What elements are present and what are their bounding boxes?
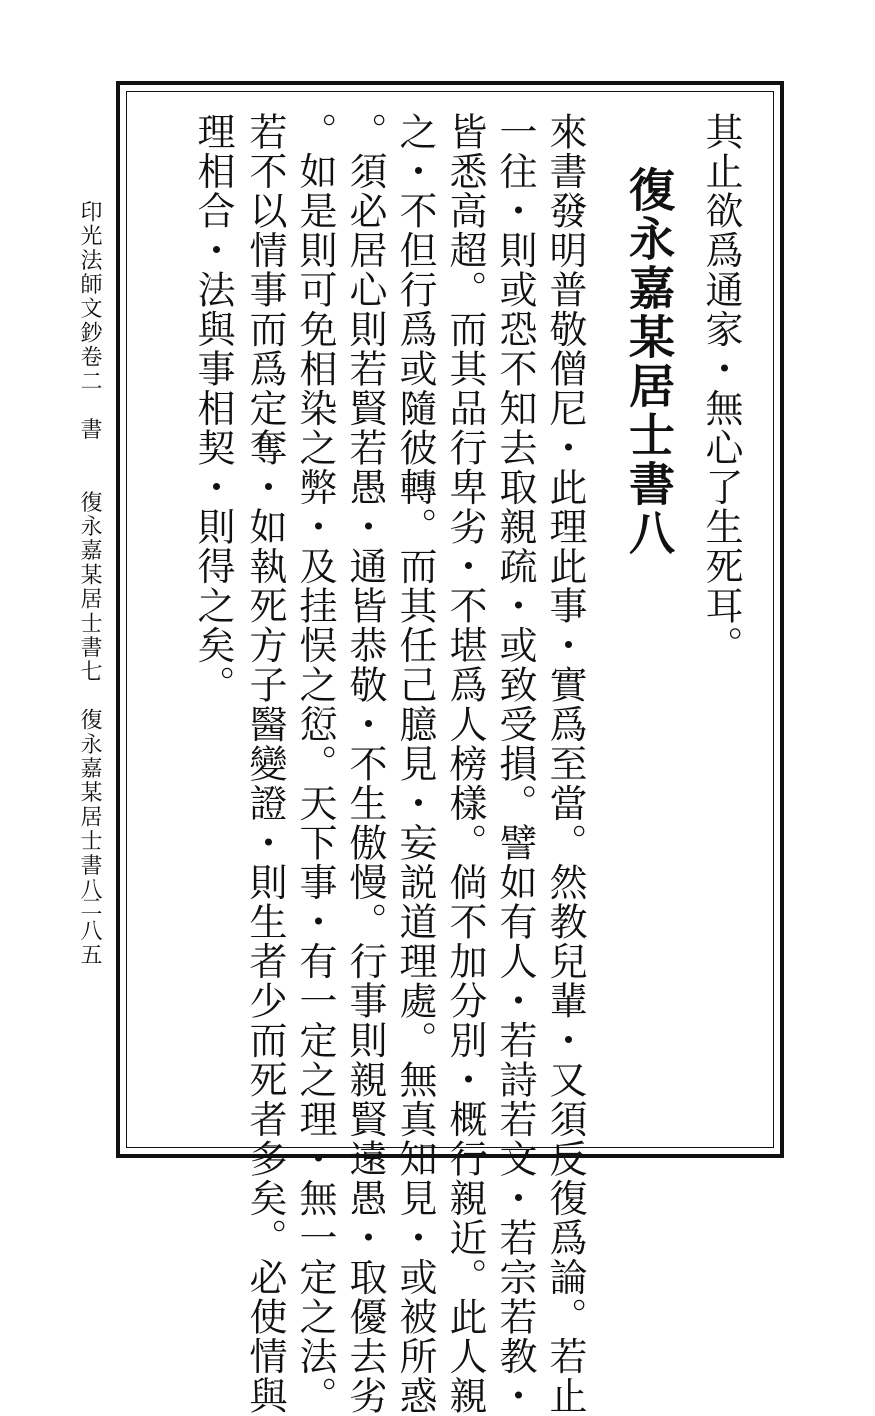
page-number: 二八五 xyxy=(77,895,102,967)
text-column: 一往・則或恐不知去取親疏・或致受損。譬如有人・若詩若文・若宗若教・ xyxy=(493,112,537,1416)
text-column: 。如是則可免相染之弊・及挂悮之愆。天下事・有一定之理・無一定之法。 xyxy=(293,112,337,1416)
text-column: 理相合・法與事相契・則得之矣。 xyxy=(191,112,235,705)
text-column: 。須必居心則若賢若愚・通皆恭敬・不生傲慢。行事則親賢遠愚・取優去劣 xyxy=(343,112,387,1416)
text-column: 皆悉高超。而其品行卑劣・不堪爲人榜樣。倘不加分別・概行親近。此人親 xyxy=(443,112,487,1416)
previous-letter-ending: 其止欲爲通家・無心了生死耳。 xyxy=(699,112,743,665)
text-column: 若不以情事而爲定奪・如執死方子醫變證・則生者少而死者多矣。必使情與 xyxy=(243,112,287,1416)
text-column: 之・不但行爲或隨彼轉。而其任己臆見・妄説道理處。無真知見・或被所惑 xyxy=(393,112,437,1416)
text-column: 來書發明普敬僧尼・此理此事・實爲至當。然教兒輩・又須反復爲論。若止 xyxy=(543,112,587,1416)
letter-title: 復永嘉某居士書八 xyxy=(622,166,676,558)
running-title: 印光法師文鈔卷二 書 復永嘉某居士書七 復永嘉某居士書八 xyxy=(77,200,102,902)
